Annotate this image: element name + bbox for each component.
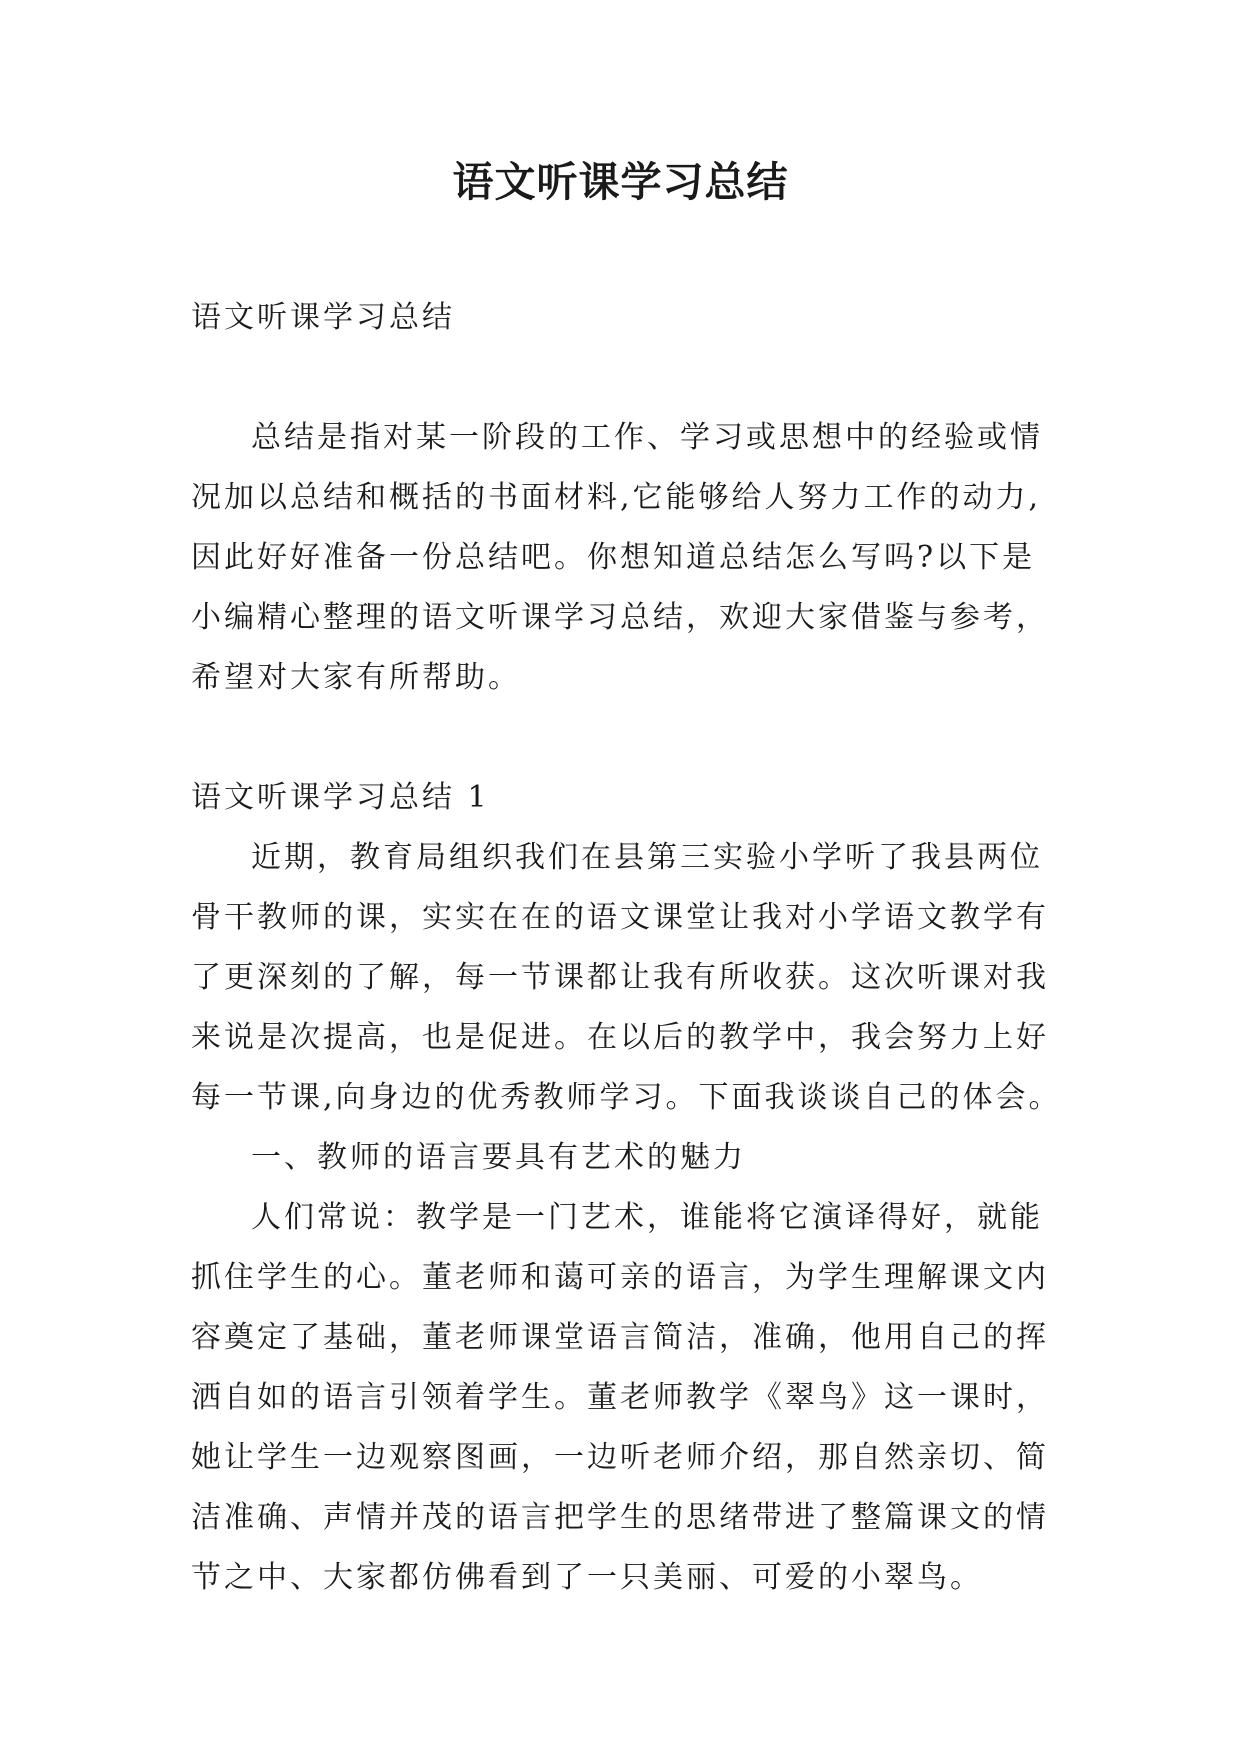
paragraph-line: 来说是次提高，也是促进。在以后的教学中，我会努力上好 — [191, 1020, 1049, 1055]
paragraph-line: 每一节课,向身边的优秀教师学习。下面我谈谈自己的体会。 — [191, 1080, 1062, 1115]
paragraph-line: 人们常说：教学是一门艺术，谁能将它演译得好，就能 — [251, 1200, 1043, 1235]
paragraph-line: 近期，教育局组织我们在县第三实验小学听了我县两位 — [251, 840, 1043, 875]
paragraph-1 — [191, 828, 1061, 1128]
subtitle-line: 语文听课学习总结 — [191, 300, 455, 335]
spacer — [191, 348, 1061, 408]
paragraph-line: 洒自如的语言引领着学生。董老师教学《翠鸟》这一课时， — [191, 1380, 1049, 1415]
section-title: 语文听课学习总结 1 — [191, 780, 490, 815]
paragraph-line: 抓住学生的心。董老师和蔼可亲的语言，为学生理解课文内 — [191, 1260, 1049, 1295]
paragraph-2 — [191, 1188, 1061, 1608]
intro-line: 况加以总结和概括的书面材料,它能够给人努力工作的动力, — [191, 480, 1042, 515]
spacer — [191, 708, 1061, 768]
intro-line: 小编精心整理的语文听课学习总结，欢迎大家借鉴与参考， — [191, 600, 1049, 635]
paragraph-line: 洁准确、声情并茂的语言把学生的思绪带进了整篇课文的情 — [191, 1500, 1049, 1535]
intro-paragraph — [191, 408, 1061, 708]
paragraph-line: 节之中、大家都仿佛看到了一只美丽、可爱的小翠鸟。 — [191, 1560, 983, 1595]
intro-line: 总结是指对某一阶段的工作、学习或思想中的经验或情 — [251, 420, 1043, 455]
paragraph-line: 她让学生一边观察图画，一边听老师介绍，那自然亲切、简 — [191, 1440, 1049, 1475]
document-title: 语文听课学习总结 — [452, 158, 789, 206]
paragraph-line: 了更深刻的了解，每一节课都让我有所收获。这次听课对我 — [191, 960, 1049, 995]
intro-line: 因此好好准备一份总结吧。你想知道总结怎么写吗?以下是 — [191, 540, 1036, 575]
heading-1: 一、教师的语言要具有艺术的魅力 — [251, 1140, 746, 1175]
intro-line: 希望对大家有所帮助。 — [191, 660, 521, 695]
document-body — [191, 288, 1061, 1608]
paragraph-line: 骨干教师的课，实实在在的语文课堂让我对小学语文教学有 — [191, 900, 1049, 935]
paragraph-line: 容奠定了基础，董老师课堂语言简洁，准确，他用自己的挥 — [191, 1320, 1049, 1355]
